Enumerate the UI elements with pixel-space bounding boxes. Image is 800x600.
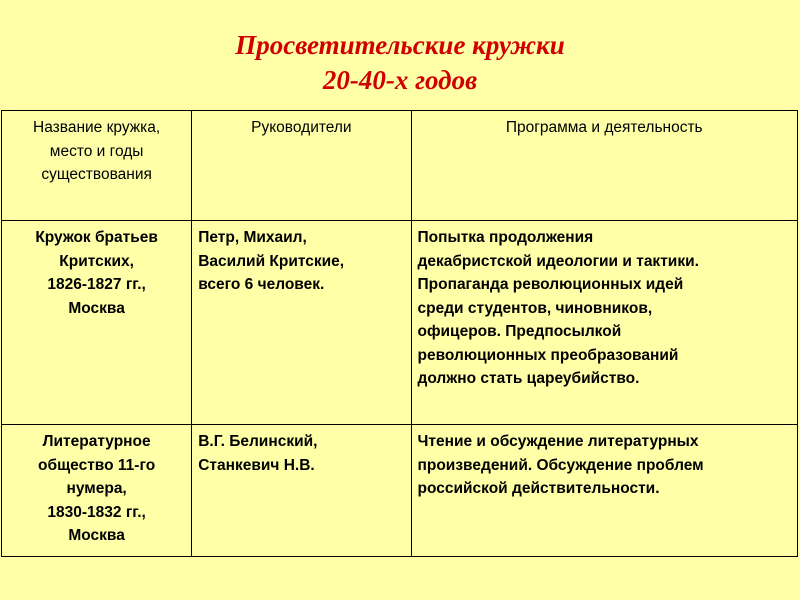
table-row [2, 425, 798, 557]
cell-leaders: В.Г. Белинский, Станкевич Н.В. [192, 425, 411, 557]
table-row [2, 221, 798, 425]
cell-circle-name: Кружок братьев Критских, 1826-1827 гг., Москва [2, 221, 192, 425]
cell-leaders: Петр, Михаил, Василий Критские, всего 6 человек. [192, 221, 411, 425]
cell-program: Чтение и обсуждение литературных произведений. Обсуждение проблем российской действительности. [411, 425, 798, 557]
header-program: Программа и деятельность [411, 111, 798, 221]
table-header-row [2, 111, 798, 221]
circles-table [1, 110, 798, 557]
page-title-line-2: 20-40-х годов [322, 65, 478, 95]
header-name: Название кружка, место и годы существования [2, 111, 192, 221]
header-leaders: Руководители [192, 111, 411, 221]
page-title [0, 28, 800, 98]
cell-circle-name: Литературное общество 11-го нумера, 1830-1832 гг., Москва [2, 425, 192, 557]
page-title-line-1: Просветительские кружки [235, 30, 565, 60]
cell-program: Попытка продолжения декабристской идеологии и тактики. Пропаганда революционных идей среди студентов, чиновников, офицеров. Предпосылкой революционных преобразований должно стать цареубийство. [411, 221, 798, 425]
